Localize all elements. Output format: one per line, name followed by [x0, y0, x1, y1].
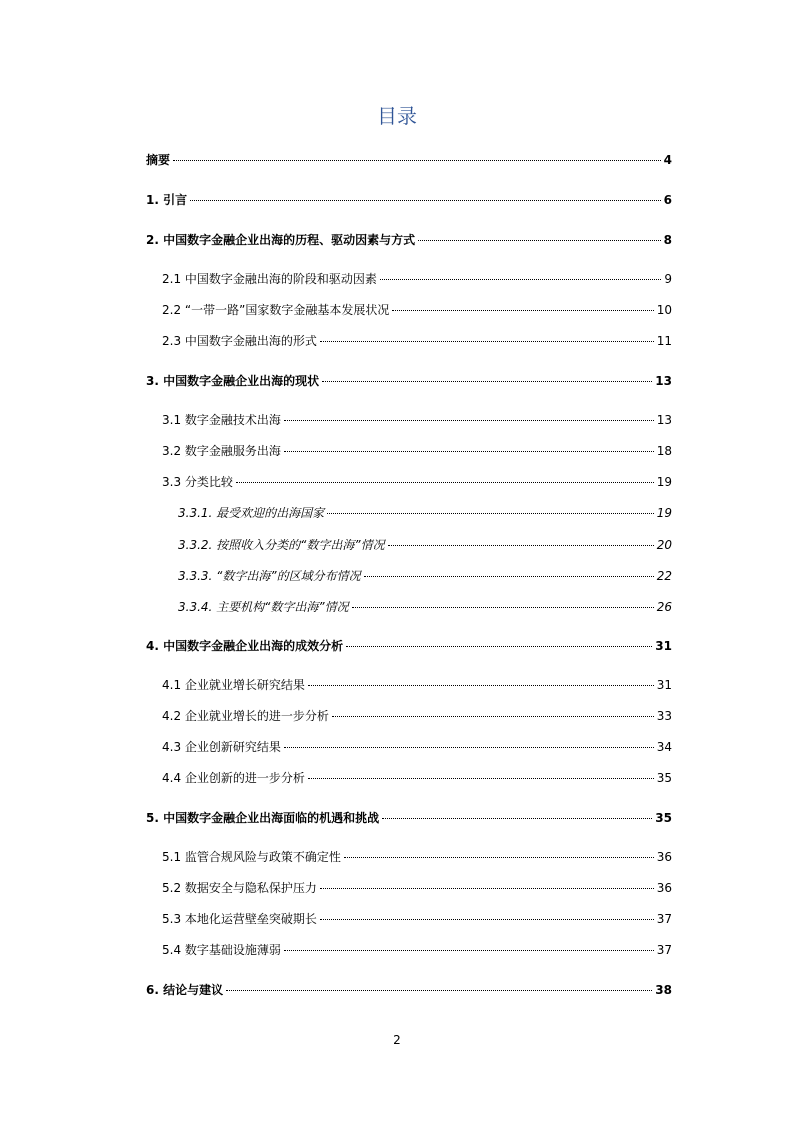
- toc-entry-label: 3.1 数字金融技术出海: [162, 413, 281, 427]
- toc-entry-label: 3. 中国数字金融企业出海的现状: [146, 374, 320, 388]
- toc-entry-page: 9: [664, 272, 672, 286]
- dot-leader: [173, 159, 661, 161]
- dot-leader: [332, 715, 654, 717]
- toc-entry-2-2[interactable]: [162, 300, 672, 320]
- dot-leader: [284, 419, 654, 421]
- toc-entry-page: 26: [656, 600, 672, 614]
- toc-entry-page: 20: [656, 538, 672, 552]
- toc-entry-3-3-1[interactable]: [178, 503, 672, 523]
- toc-entry-page: 6: [663, 193, 672, 207]
- toc-entry-page: 22: [656, 569, 672, 583]
- toc-entry-label: 4.4 企业创新的进一步分析: [162, 771, 305, 785]
- toc-entry-page: 37: [656, 943, 672, 957]
- toc-entry-label: 5.2 数据安全与隐私保护压力: [162, 881, 317, 895]
- toc-entry-label: 3.3.2. 按照收入分类的“数字出海”情况: [178, 538, 385, 552]
- dot-leader: [418, 239, 661, 241]
- toc-entry-ch3[interactable]: [146, 371, 672, 391]
- toc-entry-label: 3.3 分类比较: [162, 475, 233, 489]
- toc-entry-3-3[interactable]: [162, 472, 672, 492]
- toc-entry-label: 6. 结论与建议: [146, 983, 224, 997]
- toc-entry-ch5[interactable]: [146, 808, 672, 828]
- toc-entry-page: 19: [656, 475, 672, 489]
- dot-leader: [388, 544, 654, 546]
- toc-entry-2-3[interactable]: [162, 331, 672, 351]
- dot-leader: [382, 817, 652, 819]
- toc-entry-label: 5.1 监管合规风险与政策不确定性: [162, 850, 341, 864]
- dot-leader: [320, 918, 654, 920]
- toc-entry-3-1[interactable]: [162, 410, 672, 430]
- toc-entry-page: 19: [656, 506, 672, 520]
- toc-entry-page: 31: [655, 639, 672, 653]
- toc-entry-abstract[interactable]: [146, 150, 672, 170]
- toc-entry-label: 4.3 企业创新研究结果: [162, 740, 281, 754]
- dot-leader: [284, 746, 654, 748]
- toc-entry-page: 36: [656, 881, 672, 895]
- toc-entry-page: 37: [656, 912, 672, 926]
- toc-entry-page: 36: [656, 850, 672, 864]
- toc-entry-label: 3.2 数字金融服务出海: [162, 444, 281, 458]
- page-title: 目录: [377, 104, 417, 128]
- toc-entry-ch2[interactable]: [146, 230, 672, 250]
- toc-entry-label: 5. 中国数字金融企业出海面临的机遇和挑战: [146, 811, 380, 825]
- toc-entry-3-3-4[interactable]: [178, 597, 672, 617]
- toc-entry-page: 11: [656, 334, 672, 348]
- toc-entry-page: 34: [656, 740, 672, 754]
- toc-entry-page: 13: [656, 413, 672, 427]
- dot-leader: [344, 856, 654, 858]
- toc-entry-label: 4.2 企业就业增长的进一步分析: [162, 709, 329, 723]
- dot-leader: [322, 380, 652, 382]
- toc-entry-5-1[interactable]: [162, 847, 672, 867]
- page-number: 2: [393, 1033, 401, 1047]
- dot-leader: [284, 450, 654, 452]
- dot-leader: [327, 512, 654, 514]
- dot-leader: [190, 199, 661, 201]
- dot-leader: [392, 309, 653, 311]
- toc-entry-label: 2.2 “一带一路”国家数字金融基本发展状况: [162, 303, 390, 317]
- dot-leader: [346, 645, 652, 647]
- toc-entry-page: 13: [655, 374, 672, 388]
- dot-leader: [380, 278, 661, 280]
- toc-entry-4-2[interactable]: [162, 706, 672, 726]
- toc-entry-label: 摘要: [146, 153, 171, 167]
- toc-entry-2-1[interactable]: [162, 269, 672, 289]
- dot-leader: [320, 340, 654, 342]
- toc-entry-5-3[interactable]: [162, 909, 672, 929]
- toc-entry-page: 31: [656, 678, 672, 692]
- dot-leader: [352, 606, 654, 608]
- toc-entry-label: 4. 中国数字金融企业出海的成效分析: [146, 639, 344, 653]
- toc-entry-label: 2.1 中国数字金融出海的阶段和驱动因素: [162, 272, 377, 286]
- toc-entry-label: 5.3 本地化运营壁垒突破期长: [162, 912, 317, 926]
- dot-leader: [364, 575, 654, 577]
- dot-leader: [284, 949, 654, 951]
- toc-entry-ch6[interactable]: [146, 980, 672, 1000]
- toc-entry-4-3[interactable]: [162, 737, 672, 757]
- toc-entry-label: 3.3.4. 主要机构“数字出海”情况: [178, 600, 349, 614]
- toc-entry-3-3-3[interactable]: [178, 566, 672, 586]
- toc-entry-5-4[interactable]: [162, 940, 672, 960]
- toc-entry-page: 35: [656, 771, 672, 785]
- toc-entry-label: 1. 引言: [146, 193, 188, 207]
- toc-entry-page: 35: [655, 811, 672, 825]
- toc-entry-ch1[interactable]: [146, 190, 672, 210]
- dot-leader: [308, 684, 654, 686]
- dot-leader: [320, 887, 654, 889]
- toc-entry-label: 2. 中国数字金融企业出海的历程、驱动因素与方式: [146, 233, 416, 247]
- toc-entry-4-1[interactable]: [162, 675, 672, 695]
- toc-entry-page: 18: [656, 444, 672, 458]
- toc-entry-5-2[interactable]: [162, 878, 672, 898]
- toc-entry-page: 10: [656, 303, 672, 317]
- dot-leader: [236, 481, 654, 483]
- toc-entry-3-2[interactable]: [162, 441, 672, 461]
- toc-entry-label: 5.4 数字基础设施薄弱: [162, 943, 281, 957]
- toc-entry-label: 3.3.3. “数字出海”的区域分布情况: [178, 569, 361, 583]
- toc-entry-page: 4: [663, 153, 672, 167]
- toc-entry-page: 38: [655, 983, 672, 997]
- dot-leader: [226, 989, 652, 991]
- dot-leader: [308, 777, 654, 779]
- toc-entry-page: 8: [663, 233, 672, 247]
- toc-entry-ch4[interactable]: [146, 636, 672, 656]
- toc-entry-label: 2.3 中国数字金融出海的形式: [162, 334, 317, 348]
- toc-entry-page: 33: [656, 709, 672, 723]
- toc-entry-4-4[interactable]: [162, 768, 672, 788]
- toc-entry-3-3-2[interactable]: [178, 535, 672, 555]
- toc-entry-label: 4.1 企业就业增长研究结果: [162, 678, 305, 692]
- toc-entry-label: 3.3.1. 最受欢迎的出海国家: [178, 506, 325, 520]
